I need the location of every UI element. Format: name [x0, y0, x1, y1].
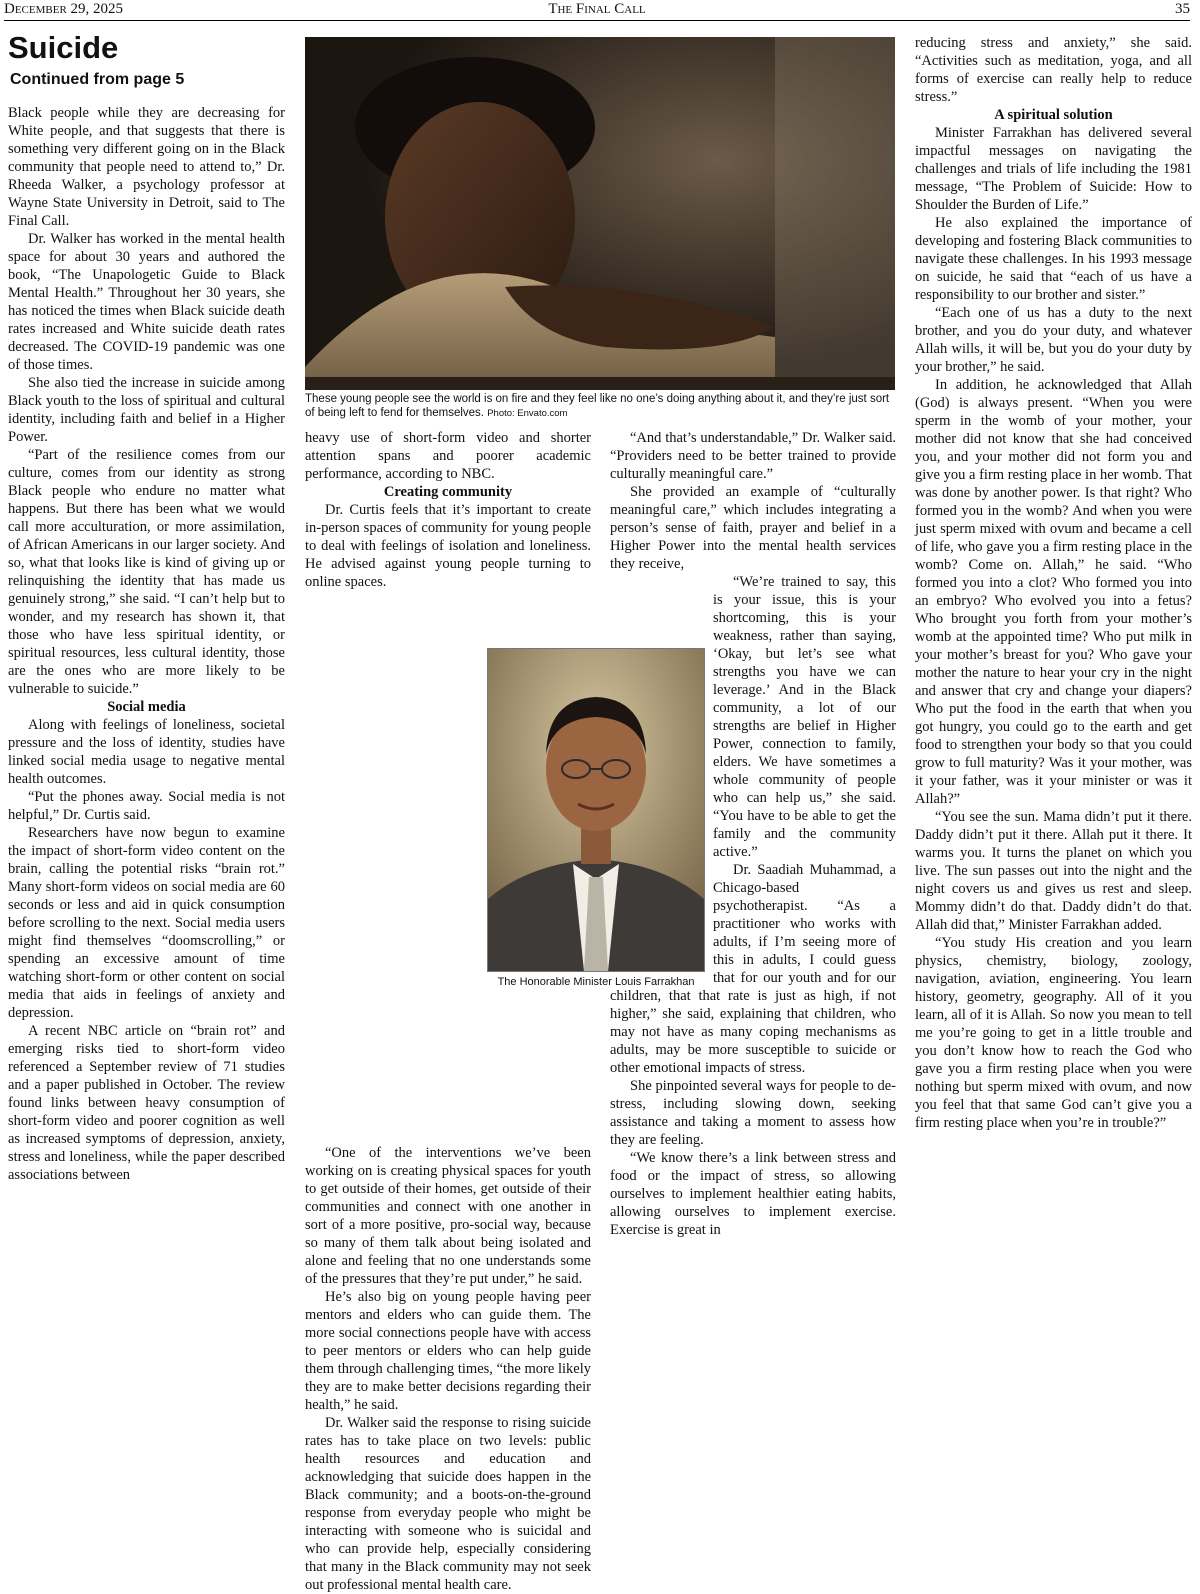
photo1-caption	[305, 392, 897, 421]
paragraph: “You study His creation and you learn physics, chemistry, biology, zoology, navigation, aviation, engineering. You learn history, geometry, geography. All of it you learn, all of it is Allah. So now you mean to tell me you’re going to get in a little trouble and you don’t know how to reach the God who gave you a firm resting place when you were nothing but sperm mixed with ovum, and now you feel that that same God can’t give you a firm resting place when you’re in trouble?”	[915, 935, 1192, 1131]
masthead	[4, 0, 1190, 21]
paragraph: Dr. Curtis feels that it’s important to create in-person spaces of community for young people to deal with feelings of isolation and loneliness. He advised against young people turning to online spaces.	[305, 502, 591, 590]
paragraph: “One of the interventions we’ve been working on is creating physical spaces for youth to get outside of their homes, get outside of their communities and connect with one another in sort of a more positive, pro-social way, because so many of them talk about being isolated and alone and feeling that no one understands some of the pressures that they’re put under,” he said.	[305, 1145, 591, 1287]
paragraph: She also tied the increase in suicide among Black youth to the loss of spiritual and cultural identity, including faith and belief in a Higher Power.	[8, 375, 285, 445]
paragraph: Dr. Walker said the response to rising suicide rates has to take place on two levels: public health resources and education and acknowledging that suicide does happen in the Black community; and a boots-on-the-ground response from everyday people who might be interacting with someone who is suicidal and who can provide help, especially considering that many in the Black community may not seek out professional mental health care.	[305, 1415, 591, 1593]
column-4	[915, 34, 1192, 1132]
portrait-illustration	[488, 649, 704, 971]
paragraph: A recent NBC article on “brain rot” and emerging risks tied to short-form video referenced a September review of 71 studies and a paper published in October. The review found links between heavy consumption of short-form video and poorer cognition as well as increased symptoms of depression, anxiety, stress and loneliness, while the paper described associations between	[8, 1023, 285, 1183]
paragraph: “We’re trained to say, this is your issue, this is your shortcoming, this is your weakness, rather than saying, ‘Okay, but let’s see what strengths you have we can leverage.’ And in the Black community, a lot of our strengths are belief in Higher Power, connection to family, elders. We have sometimes a whole community of people who can help us,” she said. “You have to be able to get the family and the community active.”	[713, 574, 896, 860]
subhead: A spiritual solution	[994, 107, 1113, 123]
paragraph: “Part of the resilience comes from our culture, comes from our identity as strong Black people who endure no matter what happens. But there has been what we would call more acculturation, or more assimilation, of African Americans in our larger society. And so, what that looks like is kind of giving up or relinquishing the identity that has made us genuinely strong,” she said. “I can’t help but to wonder, and my research has shown it, that those who have less spiritual identity, or spiritual resources, less cultural identity, those are the ones who are more likely to be vulnerable to suicide.”	[8, 447, 285, 697]
page-number: 35	[1175, 1, 1190, 17]
photo-young-woman	[305, 37, 895, 390]
issue-date: December 29, 2025	[4, 1, 124, 17]
paragraph: Researchers have now begun to examine the impact of short-form video content on the brain, calling the potential risks “brain rot.” Many short-form videos on social media are 60 seconds or less and aid in quick consumption before scrolling to the next. Social media users might find themselves “doomscrolling,” or spending an excessive amount of time watching short-form or other content on social media that aids in feelings of anxiety and depression.	[8, 825, 285, 1021]
paragraph: He’s also big on young people having peer mentors and elders who can guide them. The more social connections people have with access to peer mentors or elders who can help guide them through challenging times, “the more likely they are to make better decisions regarding their health,” he said.	[305, 1289, 591, 1413]
paragraph: Along with feelings of loneliness, societal pressure and the loss of identity, studies have linked social media usage to negative mental health outcomes.	[8, 717, 285, 787]
column-1	[8, 104, 285, 1184]
paragraph: heavy use of short-form video and shorter attention spans and poorer academic performance, according to NBC.	[305, 430, 591, 482]
photo-young-woman-illustration	[305, 37, 895, 390]
paper-name: The Final Call	[548, 1, 646, 17]
paragraph: Dr. Walker has worked in the mental health space for about 30 years and authored the book, “The Unapologetic Guide to Black Mental Health.” Throughout her 30 years, she has noticed the times when Black suicide death rates increased and White suicide death rates decreased. The COVID-19 pandemic was one of those times.	[8, 231, 285, 373]
paragraph: “You see the sun. Mama didn’t put it there. Daddy didn’t put it there. Allah put it there. It warms you. It turns the planet on which you live. The sun passes out into the night and the night covers us and gives us rest and sleep. Mommy didn’t do that. Daddy didn’t do that. Allah did that,” Minister Farrakhan added.	[915, 809, 1192, 933]
paragraph: “We know there’s a link between stress and food or the impact of stress, so allowing ourselves to implement healthier eating habits, allowing ourselves to implement exercise. Exercise is great in	[610, 1150, 896, 1238]
paragraph: In addition, he acknowledged that Allah (God) is always present. “When you were sperm in the womb of your mother, your mother did not know that she had conceived you, and your mother did not form you and give you a firm resting place in her womb. That was done by another power. Is that right? Who formed you in the womb? And when you were just sperm mixed with ovum and became a cell of life, who gave you a firm resting place in the womb? Come on. Allah,” he said. “Who formed you into a clot? Who formed you into an embryo? Who evolved you into a fetus? Who brought you forth from your mother’s womb at the appointed time? Who put milk in your mother’s breast for you? Who gave your mother the nature to hear your cry in the night and answer that cry and change your diapers? Who put the food in the earth that when you got hungry, you could go to the earth and get food to strengthen your body so that you could grow to full maturity? Was it your mother, was it your father, was it your minister or was it Allah?”	[915, 377, 1192, 807]
paragraph: He also explained the importance of developing and fostering Black communities to navigate these challenges. In his 1993 message on suicide, he said that “each of us have a responsibility to our brother and sister.”	[915, 215, 1192, 303]
photo-credit: Photo: Envato.com	[487, 408, 568, 419]
paragraph: She pinpointed several ways for people to de-stress, including slowing down, seeking assistance and taking a moment to assess how they are feeling.	[610, 1078, 896, 1148]
paragraph: reducing stress and anxiety,” she said. “Activities such as meditation, yoga, and all forms of exercise can really help to reduce stress.”	[915, 35, 1192, 105]
continued-line: Continued from page 5	[10, 71, 185, 88]
paragraph: “And that’s understandable,” Dr. Walker said. “Providers need to be better trained to provide culturally meaningful care.”	[610, 430, 896, 482]
headline: Suicide	[8, 30, 119, 65]
subhead: Social media	[107, 699, 186, 715]
paragraph: Minister Farrakhan has delivered several impactful messages on navigating the challenges and trials of life including the 1981 message, “The Problem of Suicide: How to Shoulder the Burden of Life.”	[915, 125, 1192, 213]
paragraph: “Each one of us has a duty to the next brother, and you do your duty, and whatever Allah wills, it will be, but you do your duty by your brother,” he said.	[915, 305, 1192, 375]
column-2	[305, 429, 591, 1594]
paragraph: “Put the phones away. Social media is not helpful,” Dr. Curtis said.	[8, 789, 285, 823]
caption-text: These young people see the world is on fire and they feel like no one’s doing anything about it, and they’re just sort of being left to fend for themselves.	[305, 393, 890, 419]
paragraph: Black people while they are decreasing for White people, and that suggests that there is something very different going on in the Black community that people need to attend to,” Dr. Rheeda Walker, a psychology professor at Wayne State University in Detroit, said to The Final Call.	[8, 105, 285, 229]
photo-farrakhan	[487, 648, 705, 972]
photo2-caption: The Honorable Minister Louis Farrakhan	[497, 976, 695, 988]
paragraph: Dr. Saadiah Muhammad, a Chicago-based psychotherapist. “As a practitioner who works with adults, if I’m seeing more of this in adults, I could guess that for our youth and for our children, that that rate is just as high, if not higher,” she said, explaining that children, who may not have as many coping mechanisms as adults, may be more susceptible to suicide or other emotional impacts of stress.	[610, 862, 896, 1076]
subhead: Creating community	[383, 484, 513, 500]
paragraph: She provided an example of “culturally meaningful care,” which includes integrating a person’s sense of faith, prayer and belief in a Higher Power into the mental health services they receive,	[610, 484, 896, 572]
